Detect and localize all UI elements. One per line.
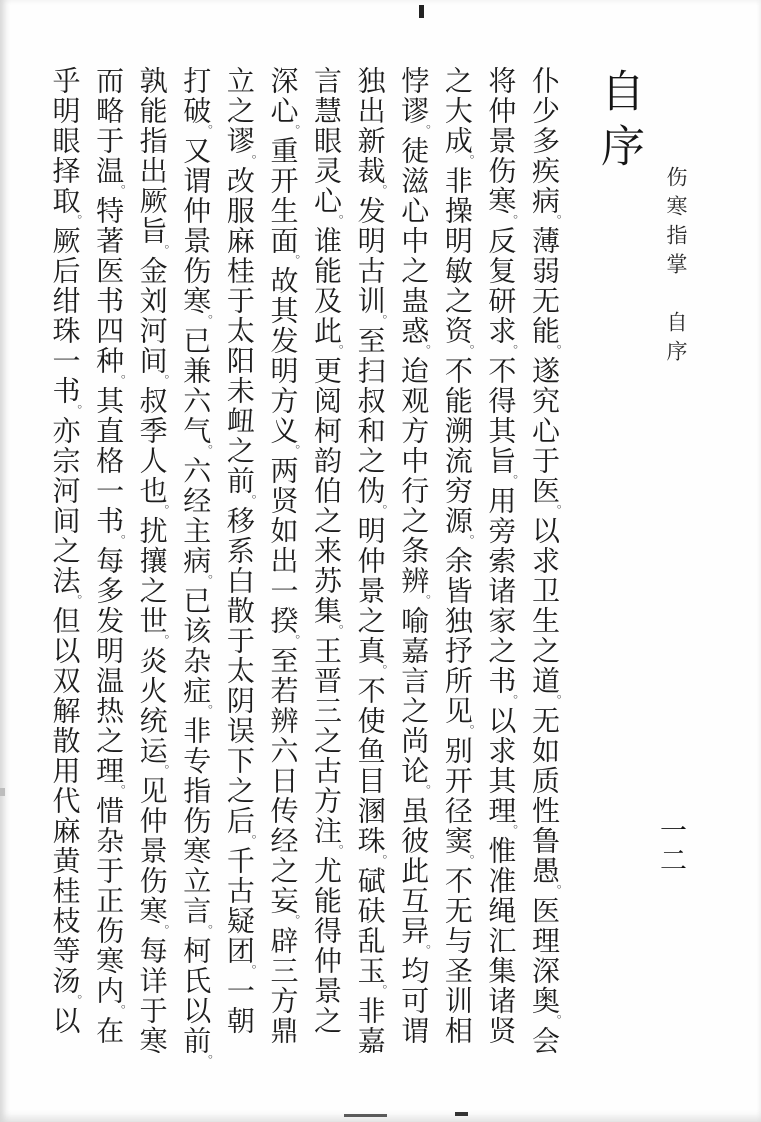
ideographic-full-stop: 。 bbox=[66, 994, 82, 1007]
ideographic-full-stop: 。 bbox=[153, 764, 169, 777]
text-column: 孰能指出厥旨。金刘河间。叔季人也。扰攘之世。炎火统运。见仲景伤寒。每详于寒 bbox=[135, 66, 169, 1056]
ideographic-full-stop: 。 bbox=[415, 784, 431, 797]
ideographic-full-stop: 。 bbox=[371, 314, 387, 327]
ink-mark-left-edge bbox=[0, 788, 5, 796]
ideographic-full-stop: 。 bbox=[415, 124, 431, 137]
ideographic-full-stop: 。 bbox=[284, 254, 300, 267]
ideographic-full-stop: 。 bbox=[197, 314, 213, 327]
ideographic-full-stop: 。 bbox=[546, 344, 561, 357]
text-column: 言慧眼灵心。谁能及此。更阅柯韵伯之来苏集。王晋三之古方注。尤能得仲景之 bbox=[310, 66, 344, 1036]
ideographic-full-stop: 。 bbox=[458, 534, 474, 547]
running-head: 伤寒指掌 自序 bbox=[664, 166, 688, 369]
ideographic-full-stop: 。 bbox=[110, 534, 126, 547]
ideographic-full-stop: 。 bbox=[458, 344, 474, 357]
ideographic-full-stop: 。 bbox=[502, 474, 518, 487]
ideographic-full-stop: 。 bbox=[458, 154, 474, 167]
ideographic-full-stop: 。 bbox=[502, 824, 518, 837]
text-column: 独出新裁。发明古训。至扫叔和之伪。明仲景之真。不使鱼目溷珠。碔砆乱玉。非嘉 bbox=[353, 66, 387, 1056]
ideographic-full-stop: 。 bbox=[153, 244, 169, 257]
ideographic-full-stop: 。 bbox=[110, 374, 126, 387]
ideographic-full-stop: 。 bbox=[546, 214, 561, 227]
ideographic-full-stop: 。 bbox=[502, 694, 518, 707]
ideographic-full-stop: 。 bbox=[371, 984, 387, 997]
ideographic-full-stop: 。 bbox=[240, 494, 256, 507]
ideographic-full-stop: 。 bbox=[284, 914, 300, 927]
ideographic-full-stop: 。 bbox=[328, 844, 344, 857]
ideographic-full-stop: 。 bbox=[546, 504, 561, 517]
text-column: 打破。又谓仲景伤寒。已兼六气。六经主病。已该杂症。非专指伤寒立言。柯氏以前。 bbox=[179, 66, 213, 1067]
preface-text bbox=[42, 66, 566, 1067]
ink-mark-top bbox=[419, 5, 424, 18]
ideographic-full-stop: 。 bbox=[197, 444, 213, 457]
ideographic-full-stop: 。 bbox=[240, 154, 256, 167]
ideographic-full-stop: 。 bbox=[197, 924, 213, 937]
ink-mark-bottom-short bbox=[455, 1112, 468, 1116]
preface-title: 自序 bbox=[593, 68, 644, 178]
text-column: 深心。重开生面。故其发明方义。两贤如出一揆。至若辨六日传经之妄。辟三方鼎 bbox=[266, 66, 300, 1046]
ideographic-full-stop: 。 bbox=[240, 964, 256, 977]
ideographic-full-stop: 。 bbox=[153, 924, 169, 937]
ideographic-full-stop: 。 bbox=[110, 184, 126, 197]
text-column: 仆少多疾病。薄弱无能。遂究心于医。以求卫生之道。无如质性鲁愚。医理深奥。会 bbox=[528, 66, 561, 1056]
text-column: 乎明眼择取。厥后绀珠一书。亦宗河间之法。但以双解散用代麻黄桂枝等汤。以 bbox=[48, 66, 82, 1036]
text-column: 立之谬。改服麻桂于太阳未衄之前。移系白散于太阴误下之后。千古疑团。一朝 bbox=[222, 66, 256, 1036]
ideographic-full-stop: 。 bbox=[284, 444, 300, 457]
ideographic-full-stop: 。 bbox=[240, 834, 256, 847]
text-column: 将仲景伤寒。反复研求。不得其旨。用旁索诸家之书。以求其理。惟准绳汇集诸贤 bbox=[484, 66, 518, 1046]
ideographic-full-stop: 。 bbox=[546, 884, 561, 897]
ideographic-full-stop: 。 bbox=[284, 124, 300, 137]
ideographic-full-stop: 。 bbox=[371, 664, 387, 677]
ideographic-full-stop: 。 bbox=[197, 704, 213, 717]
ideographic-full-stop: 。 bbox=[371, 184, 387, 197]
ideographic-full-stop: 。 bbox=[66, 594, 82, 607]
ideographic-full-stop: 。 bbox=[502, 344, 518, 357]
ideographic-full-stop: 。 bbox=[546, 1014, 561, 1027]
ideographic-full-stop: 。 bbox=[197, 1054, 213, 1067]
ink-mark-bottom-long bbox=[344, 1114, 387, 1117]
ideographic-full-stop: 。 bbox=[415, 344, 431, 357]
ideographic-full-stop: 。 bbox=[371, 504, 387, 517]
ideographic-full-stop: 。 bbox=[110, 784, 126, 797]
ideographic-full-stop: 。 bbox=[153, 374, 169, 387]
ideographic-full-stop: 。 bbox=[546, 694, 561, 707]
ideographic-full-stop: 。 bbox=[197, 574, 213, 587]
ideographic-full-stop: 。 bbox=[110, 1004, 126, 1017]
ideographic-full-stop: 。 bbox=[415, 594, 431, 607]
ideographic-full-stop: 。 bbox=[328, 214, 344, 227]
ideographic-full-stop: 。 bbox=[458, 724, 474, 737]
ideographic-full-stop: 。 bbox=[328, 344, 344, 357]
ideographic-full-stop: 。 bbox=[371, 854, 387, 867]
ideographic-full-stop: 。 bbox=[415, 944, 431, 957]
ideographic-full-stop: 。 bbox=[66, 404, 82, 417]
ideographic-full-stop: 。 bbox=[458, 854, 474, 867]
ideographic-full-stop: 。 bbox=[153, 504, 169, 517]
page-number: 一二 bbox=[655, 816, 686, 876]
text-column: 悖谬。徒滋心中之蛊惑。迨观方中行之条辨。喻嘉言之尚论。虽彼此互异。均可谓 bbox=[397, 66, 431, 1046]
text-column: 而略于温。特著医书四种。其直格一书。每多发明温热之理。惜杂于正伤寒内。在 bbox=[92, 66, 126, 1046]
ideographic-full-stop: 。 bbox=[284, 634, 300, 647]
ideographic-full-stop: 。 bbox=[502, 214, 518, 227]
ideographic-full-stop: 。 bbox=[153, 634, 169, 647]
text-column: 之大成。非操明敏之资。不能溯流穷源。余皆独抒所见。别开径窦。不无与圣训相 bbox=[440, 66, 474, 1046]
ideographic-full-stop: 。 bbox=[66, 214, 82, 227]
ideographic-full-stop: 。 bbox=[197, 124, 213, 137]
ideographic-full-stop: 。 bbox=[328, 624, 344, 637]
